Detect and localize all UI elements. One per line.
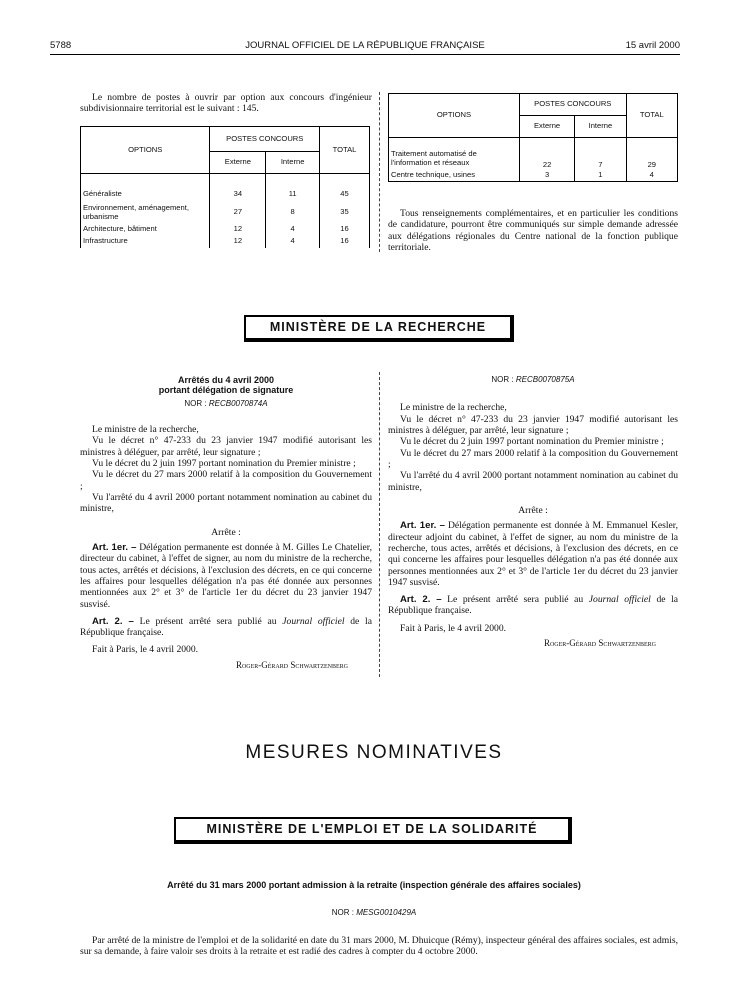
row-label: Infrastructure	[81, 236, 210, 248]
col-postes: POSTES CONCOURS	[519, 94, 626, 116]
intro-paragraph: Le nombre de postes à ouvrir par option aux concours d'ingénieur subdivisionnaire territorial est le suivant : 145.	[80, 92, 372, 115]
row-label: Architecture, bâtiment	[81, 224, 210, 236]
col-postes: POSTES CONCOURS	[210, 127, 320, 152]
table-row: Traitement automatisé de l'information et réseaux 22 7 29	[389, 148, 678, 170]
nor-reference: NOR : RECB0070874A	[184, 398, 268, 408]
arrete-right: NOR : RECB0070875A Le ministre de la recherche, Vu le décret n° 47-233 du 23 janvier 1947 modifié autorisant les ministres à déléguer, par arrêté, leur signature ; Vu le décret du 2 juin 1997 portant nomination du Premier ministre ; Vu le décret du 27 mars 2000 relatif à la composition du Gouvernement ; Vu l'arrêté du 4 avril 2000 portant notamment nomination au cabinet du ministre, Arrête : Art. 1er. – Délégation permanente est donnée à M. Emmanuel Kesler, directeur adjoint du cabinet, à l'effet de signer, au nom du ministre de la recherche, tous actes, arrêtés et décisions, à l'exclusion des décrets, en ce qui concerne les affaires pour lesquelles délégation n'a pas été donnée aux personnes mentionnées aux 2° et 3° de l'article 1er du décret du 23 janvier 1947 susvisé. Art. 2. – Le présent arrêté sera publié au Journal officiel de la République française. Fait à Paris, le 4 avril 2000. Roger-Gérard Schwartzenberg	[388, 375, 678, 649]
row-label: Environnement, aménagement, urbanisme	[81, 202, 210, 224]
row-label: Centre technique, usines	[389, 170, 520, 182]
header-rule	[50, 54, 680, 55]
ministere-recherche-heading: MINISTÈRE DE LA RECHERCHE	[244, 315, 512, 340]
col-options: OPTIONS	[389, 94, 520, 138]
article-label: Art. 2. –	[400, 594, 442, 606]
page-number: 5788	[50, 40, 72, 51]
col-options: OPTIONS	[81, 127, 210, 174]
table-row: Infrastructure 12 4 16	[81, 236, 370, 248]
issue-date: 15 avril 2000	[625, 40, 680, 51]
table-row: Centre technique, usines 3 1 4	[389, 170, 678, 182]
signature: Roger-Gérard Schwartzenberg	[235, 659, 348, 670]
article-label: Art. 1er. –	[400, 520, 445, 532]
retraite-paragraph: Par arrêté de la ministre de l'emploi et de la solidarité en date du 31 mars 2000, M. Dhuicque (Rémy), inspecteur général des affaires sociales, est admis, sur sa demande, à faire valoir ses droits à la retraite et est radié des cadres à compter du 4 octobre 2000.	[80, 935, 678, 958]
col-total: TOTAL	[320, 127, 370, 174]
column-divider	[379, 372, 380, 677]
article-label: Art. 2. –	[92, 615, 134, 627]
col-externe: Externe	[210, 152, 266, 174]
table-row: Architecture, bâtiment 12 4 16	[81, 224, 370, 236]
section-title: MESURES NOMINATIVES	[245, 742, 503, 763]
nor-reference: NOR : MESG0010429A	[331, 908, 417, 917]
col-interne: Interne	[575, 116, 626, 138]
row-label: Généraliste	[81, 188, 210, 202]
col-externe: Externe	[519, 116, 574, 138]
ministere-emploi-heading: MINISTÈRE DE L'EMPLOI ET DE LA SOLIDARITÉ	[174, 817, 570, 842]
arrete-title: Arrêtés du 4 avril 2000	[177, 375, 275, 385]
article-label: Art. 1er. –	[92, 541, 137, 553]
table-row: Généraliste 34 11 45	[81, 188, 370, 202]
row-label: Traitement automatisé de l'information et réseaux	[389, 148, 520, 170]
arrete-subtitle: portant délégation de signature	[158, 385, 294, 396]
nor-reference: NOR : RECB0070875A	[491, 375, 575, 384]
arrete-left: Arrêtés du 4 avril 2000 portant délégation de signature NOR : RECB0070874A Le ministre de la recherche, Vu le décret n° 47-233 du 23 janvier 1947 modifié autorisant les ministres à déléguer, par arrêté, leur signature ; Vu le décret du 2 juin 1997 portant nomination du Premier ministre ; Vu le décret du 27 mars 2000 relatif à la composition du Gouvernement ; Vu l'arrêté du 4 avril 2000 portant notamment nomination au cabinet du ministre, Arrête : Art. 1er. – Délégation permanente est donnée à M. Gilles Le Chatelier, directeur du cabinet, à l'effet de signer, au nom du ministre de la recherche, tous actes, arrêtés et décisions, à l'exclusion des décrets, en ce qui concerne les affaires pour lesquelles délégation n'a pas été donnée aux personnes mentionnées aux 2° et 3° de l'article 1er du décret du 23 janvier 1947 susvisé. Art. 2. – Le présent arrêté sera publié au Journal officiel de la République française. Fait à Paris, le 4 avril 2000. Roger-Gérard Schwartzenberg	[80, 375, 372, 670]
retraite-title: Arrêté du 31 mars 2000 portant admission à la retraite (inspection générale des affaires sociales)	[167, 880, 581, 890]
col-interne: Interne	[266, 152, 320, 174]
page-header	[50, 38, 680, 54]
signature: Roger-Gérard Schwartzenberg	[543, 638, 656, 649]
info-paragraph: Tous renseignements complémentaires, et en particulier les conditions de candidature, pourront être communiqués sur simple demande adressée aux délégations régionales du Centre national de la fonction publique territoriale.	[388, 208, 678, 253]
options-table-2	[388, 93, 678, 182]
table-row: Environnement, aménagement, urbanisme 27 8 35	[81, 202, 370, 224]
journal-title: JOURNAL OFFICIEL DE LA RÉPUBLIQUE FRANÇAISE	[245, 40, 485, 51]
options-table-1	[80, 126, 370, 248]
column-divider	[379, 92, 380, 252]
col-total: TOTAL	[626, 94, 677, 138]
